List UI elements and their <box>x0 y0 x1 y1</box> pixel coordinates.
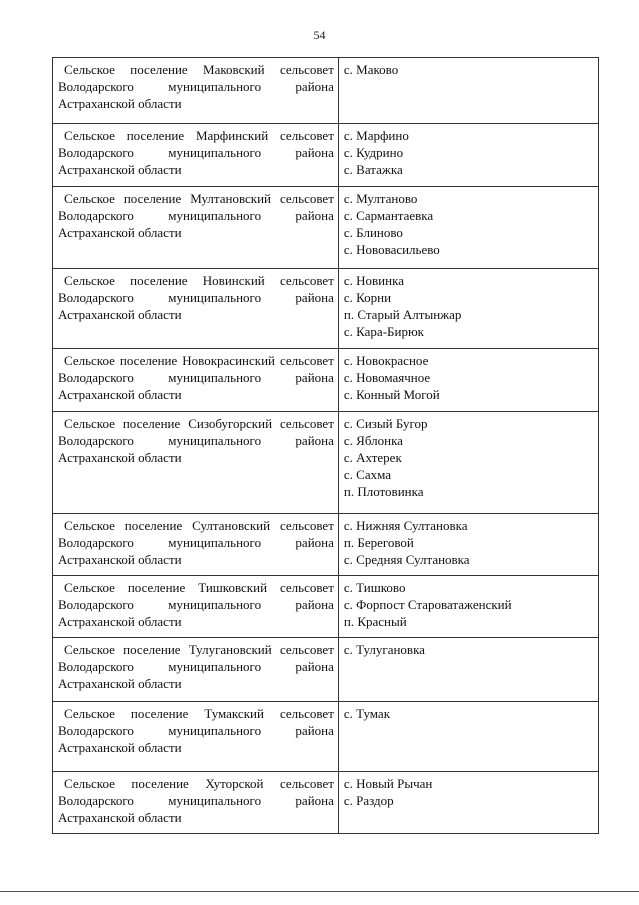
locality-item: п. Плотовинка <box>343 484 424 499</box>
locality-item: с. Кудрино <box>343 145 404 160</box>
settlement-name-cell <box>53 412 339 514</box>
table-row <box>53 702 599 772</box>
localities-cell <box>338 412 598 514</box>
locality-item: с. Тишково <box>343 580 406 595</box>
locality-item: с. Блиново <box>343 225 403 240</box>
settlement-name: Сельское поселение Марфинский сельсовет Володарского муниципального района Астраханской области <box>58 128 334 177</box>
table-body <box>53 58 599 834</box>
locality-item: с. Нижняя Султановка <box>343 518 468 533</box>
settlement-name-cell <box>53 187 339 269</box>
localities-cell <box>338 187 598 269</box>
settlement-name-cell <box>53 124 339 187</box>
locality-item: с. Сахма <box>343 467 392 482</box>
locality-item: с. Средняя Султановка <box>343 552 470 567</box>
locality-item: с. Сармантаевка <box>343 208 434 223</box>
localities-cell <box>338 772 598 834</box>
locality-item: с. Тумак <box>343 706 391 721</box>
settlement-name-cell <box>53 514 339 576</box>
settlement-name-cell <box>53 269 339 349</box>
locality-item: с. Тулугановка <box>343 642 425 657</box>
locality-item: с. Форпост Староватаженский <box>343 597 512 612</box>
settlement-name-cell <box>53 58 339 124</box>
settlement-name: Сельское поселение Султановский сельсовет Володарского муниципального района Астраханской области <box>58 518 334 567</box>
settlement-name: Сельское поселение Тишковский сельсовет Володарского муниципального района Астраханской области <box>58 580 334 629</box>
locality-item: с. Кара-Бирюк <box>343 324 424 339</box>
locality-item: с. Сизый Бугор <box>343 416 428 431</box>
locality-item: с. Новый Рычан <box>343 776 433 791</box>
locality-item: с. Марфино <box>343 128 409 143</box>
locality-item: с. Нововасильево <box>343 242 440 257</box>
bottom-divider <box>0 891 639 892</box>
locality-item: с. Мултаново <box>343 191 418 206</box>
localities-cell <box>338 58 598 124</box>
settlement-name: Сельское поселение Тумакский сельсовет Володарского муниципального района Астраханской области <box>58 706 334 755</box>
localities-cell <box>338 514 598 576</box>
locality-item: с. Раздор <box>343 793 394 808</box>
locality-item: с. Новинка <box>343 273 404 288</box>
localities-cell <box>338 702 598 772</box>
table-row <box>53 58 599 124</box>
settlement-name: Сельское поселение Тулугановский сельсовет Володарского муниципального района Астраханской области <box>58 642 334 691</box>
table-row <box>53 187 599 269</box>
settlement-name: Сельское поселение Мултановский сельсовет Володарского муниципального района Астраханской области <box>58 191 334 240</box>
locality-item: с. Яблонка <box>343 433 403 448</box>
table-row <box>53 638 599 702</box>
settlement-name: Сельское поселение Хуторской сельсовет Володарского муниципального района Астраханской области <box>58 776 334 825</box>
locality-item: п. Старый Алтынжар <box>343 307 462 322</box>
page-number: 54 <box>313 28 326 42</box>
locality-item: с. Корни <box>343 290 392 305</box>
locality-item: с. Новомаячное <box>343 370 431 385</box>
table-row <box>53 514 599 576</box>
localities-cell <box>338 576 598 638</box>
localities-cell <box>338 638 598 702</box>
settlement-name: Сельское поселение Сизобугорский сельсовет Володарского муниципального района Астраханской области <box>58 416 334 465</box>
settlement-name-cell <box>53 772 339 834</box>
table-row <box>53 576 599 638</box>
settlements-table <box>52 57 599 834</box>
locality-item: с. Новокрасное <box>343 353 429 368</box>
locality-item: с. Маково <box>343 62 399 77</box>
table-row <box>53 772 599 834</box>
table-row <box>53 349 599 412</box>
settlement-name-cell <box>53 638 339 702</box>
localities-cell <box>338 124 598 187</box>
locality-item: с. Конный Могой <box>343 387 440 402</box>
table-row <box>53 124 599 187</box>
locality-item: п. Береговой <box>343 535 414 550</box>
settlement-name: Сельское поселение Маковский сельсовет Володарского муниципального района Астраханской области <box>58 62 334 111</box>
locality-item: с. Ватажка <box>343 162 403 177</box>
settlement-name-cell <box>53 349 339 412</box>
settlement-name-cell <box>53 702 339 772</box>
table-row <box>53 269 599 349</box>
settlement-name: Сельское поселение Новокрасинский сельсовет Володарского муниципального района Астраханской области <box>58 353 334 402</box>
localities-cell <box>338 349 598 412</box>
table-row <box>53 412 599 514</box>
settlement-name-cell <box>53 576 339 638</box>
locality-item: п. Красный <box>343 614 407 629</box>
settlement-name: Сельское поселение Новинский сельсовет Володарского муниципального района Астраханской области <box>58 273 334 322</box>
locality-item: с. Ахтерек <box>343 450 402 465</box>
localities-cell <box>338 269 598 349</box>
